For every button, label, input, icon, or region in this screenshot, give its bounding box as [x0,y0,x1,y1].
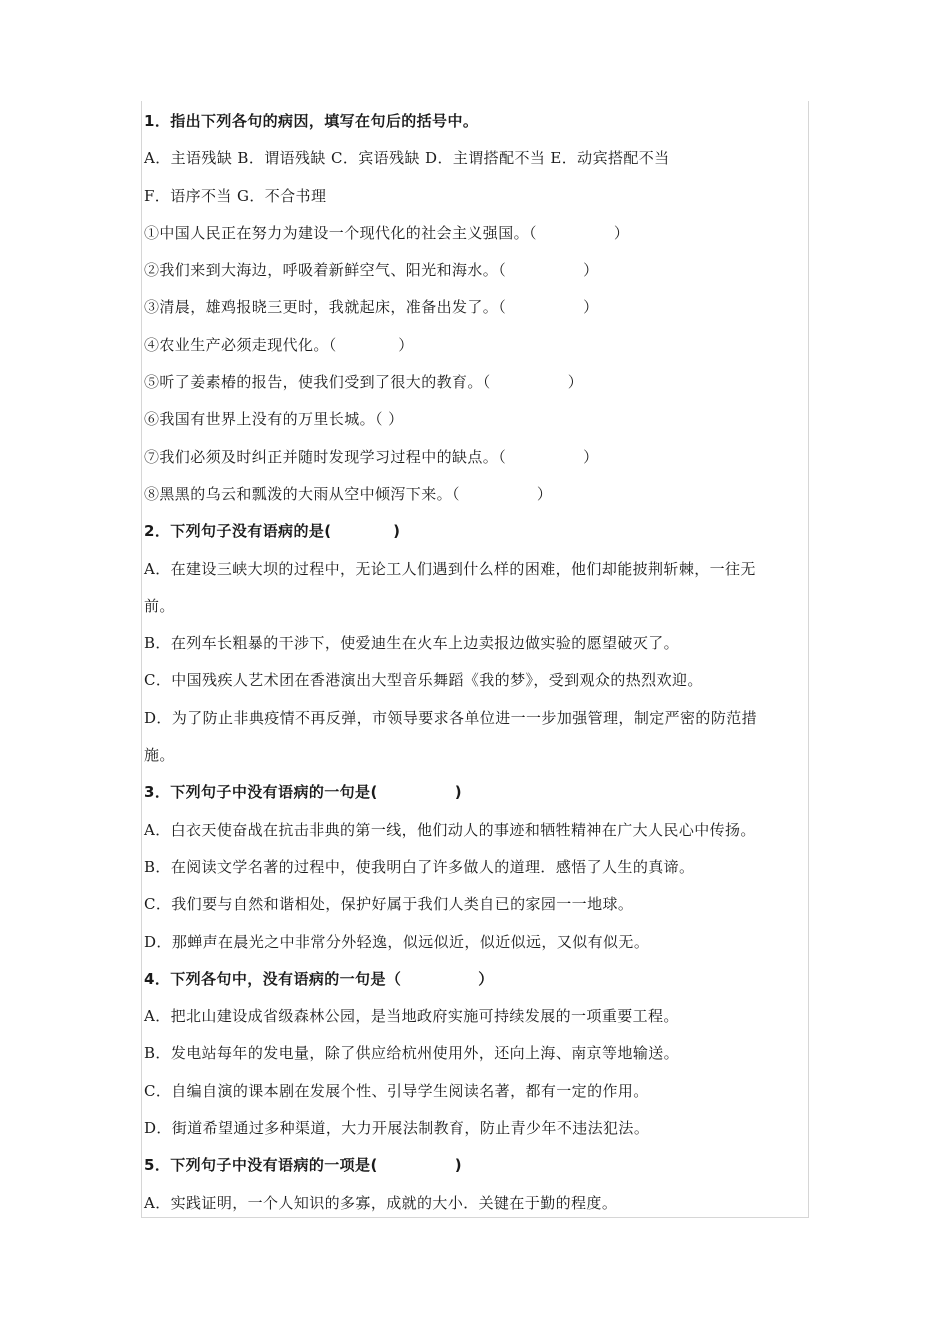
option-line: C．我们要与自然和谐相处，保护好属于我们人类自已的家园一一地球。 [144,895,634,914]
option-line: B．在列车长粗暴的干涉下，使爱迪生在火车上边卖报边做实验的愿望破灭了。 [144,634,680,653]
option-line: A．在建设三峡大坝的过程中，无论工人们遇到什么样的困难，他们却能披荆斩棘，一往无 [144,559,756,578]
option-line: 前。 [144,596,175,615]
sentence-line: ①中国人民正在努力为建设一个现代化的社会主义强国。（ ） [144,223,630,242]
option-line: D．那蝉声在晨光之中非常分外轻逸，似远似近，似近似远，又似有似无。 [144,932,650,951]
document-body [144,103,812,1222]
option-line: C．自编自演的课本剧在发展个性、引导学生阅读名著，都有一定的作用。 [144,1081,649,1100]
sentence-line: ⑧黑黑的乌云和瓢泼的大雨从空中倾泻下来。（ ） [144,484,553,503]
option-line: 施。 [144,746,175,765]
question-title: 3．下列句子中没有语病的一句是( ) [144,783,462,802]
option-line: A．把北山建设成省级森林公园，是当地政府实施可持续发展的一项重要工程。 [144,1007,679,1026]
option-line: A．实践证明，一个人知识的多寡，成就的大小．关键在于勤的程度。 [144,1193,618,1212]
sentence-line: ⑦我们必须及时纠正并随时发现学习过程中的缺点。（ ） [144,447,599,466]
sentence-line: ⑤听了姜素椿的报告，使我们受到了很大的教育。（ ） [144,373,584,392]
option-line: B．在阅读文学名著的过程中，使我明白了许多做人的道理．感悟了人生的真谛。 [144,857,695,876]
option-line: B．发电站每年的发电量，除了供应给杭州使用外，还向上海、南京等地输送。 [144,1044,680,1063]
option-line: D．为了防止非典疫情不再反弹，市领导要求各单位进一一步加强管理，制定严密的防范措 [144,708,758,727]
option-line: F．语序不当 G．不合书理 [144,186,327,205]
question-title: 1．指出下列各句的病因，填写在句后的括号中。 [144,112,479,130]
option-line: C．中国残疾人艺术团在香港演出大型音乐舞蹈《我的梦》，受到观众的热烈欢迎。 [144,671,703,690]
question-title: 4．下列各句中，没有语病的一句是（ ） [144,969,494,988]
question-5 [144,1147,812,1222]
option-line: D．街道希望通过多种渠道，大力开展法制教育，防止青少年不违法犯法。 [144,1119,650,1138]
option-line: A．主语残缺 B．谓语残缺 C．宾语残缺 D．主谓搭配不当 E．动宾搭配不当 [144,149,670,168]
question-4 [144,961,812,1147]
question-1 [144,103,812,513]
sentence-line: ⑥我国有世界上没有的万里长城。（ ） [144,410,404,429]
sentence-line: ④农业生产必须走现代化。（ ） [144,335,414,354]
question-3 [144,774,812,960]
option-line: A．白衣天使奋战在抗击非典的第一线，他们动人的事迹和牺牲精神在广大人民心中传扬。 [144,820,756,839]
sentence-line: ③清晨，雄鸡报晓三更时，我就起床，准备出发了。（ ） [144,298,599,317]
question-title: 2．下列句子没有语病的是( ) [144,522,401,541]
question-2 [144,513,812,774]
question-title: 5．下列句子中没有语病的一项是( ) [144,1156,462,1175]
sentence-line: ②我们来到大海边，呼吸着新鲜空气、阳光和海水。（ ） [144,261,599,280]
